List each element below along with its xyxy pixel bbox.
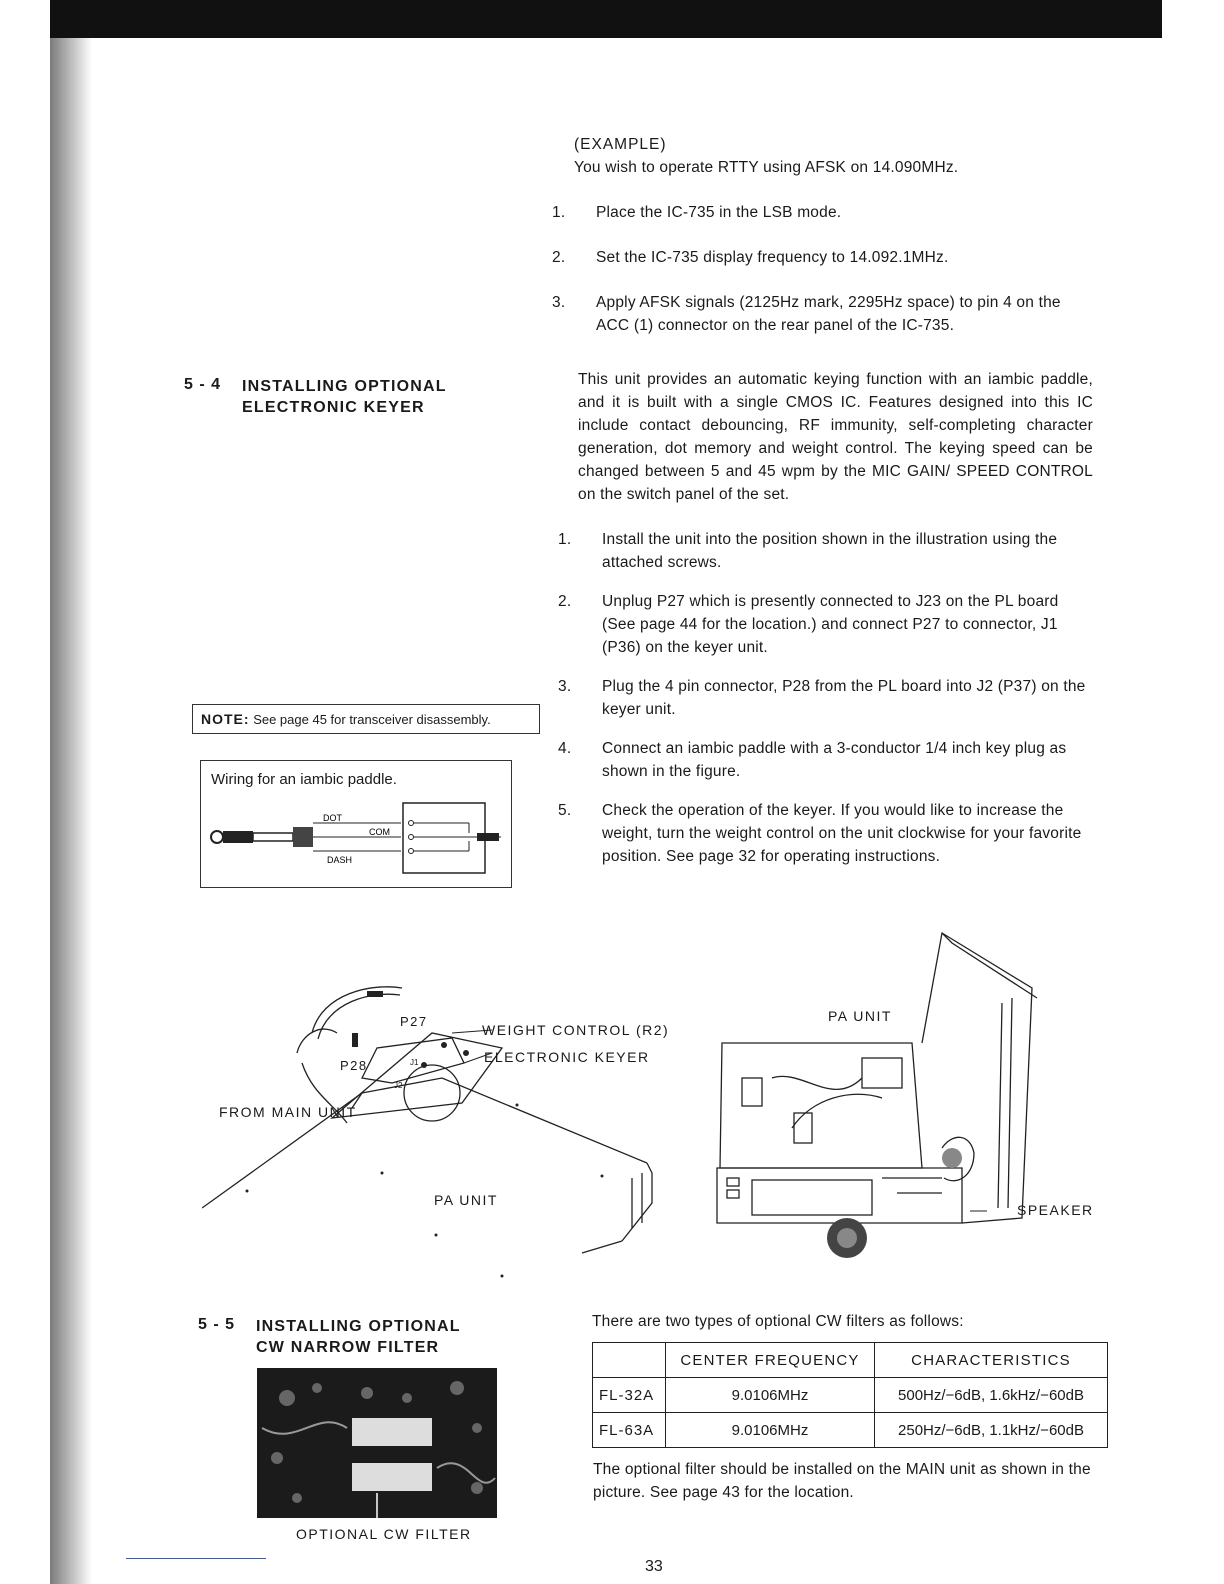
- table-cell: 9.0106MHz: [666, 1413, 875, 1448]
- label-j1: J1: [410, 1058, 419, 1067]
- table-header-row: [593, 1343, 1108, 1378]
- table-row: [593, 1413, 1108, 1448]
- section-title: INSTALLING OPTIONAL CW NARROW FILTER: [256, 1318, 461, 1356]
- keyer-step-2: 2. Unplug P27 which is presently connected to J23 on the PL board (See page 44 for the location.) and connect P27 to connector, J1 (P36) on the keyer unit.: [558, 593, 1059, 656]
- paddle-plug-diagram: [201, 795, 511, 885]
- com-label: COM: [369, 827, 390, 837]
- dash-label: DASH: [327, 855, 353, 865]
- scan-edge-left: [0, 0, 92, 1584]
- page-number: 33: [645, 1558, 663, 1575]
- note-text: See page 45 for transceiver disassembly.: [253, 712, 491, 727]
- label-j2: J2: [394, 1081, 403, 1090]
- section-5-4-steps: [558, 528, 1095, 868]
- keyer-install-illustration: [202, 973, 682, 1303]
- label-pa-unit-left: PA UNIT: [434, 1192, 498, 1208]
- manual-page: [92, 38, 1162, 1584]
- label-electronic-keyer: ELECTRONIC KEYER: [484, 1049, 650, 1065]
- photo-caption: OPTIONAL CW FILTER: [296, 1526, 472, 1542]
- label-pa-unit-right: PA UNIT: [828, 1008, 892, 1024]
- header-cell: CENTER FREQUENCY: [666, 1343, 875, 1378]
- label-p28: P28: [340, 1058, 368, 1073]
- example-step-3: 3. Apply AFSK signals (2125Hz mark, 2295Hz space) to pin 4 on the ACC (1) connector on the rear panel of the IC-735.: [552, 294, 1061, 334]
- circuit-board-photo: [257, 1368, 497, 1518]
- table-row: [593, 1378, 1108, 1413]
- cw-filter-intro: There are two types of optional CW filters as follows:: [592, 1313, 964, 1330]
- label-p27: P27: [400, 1014, 428, 1029]
- table-cell: 500Hz/−6dB, 1.6kHz/−60dB: [875, 1378, 1108, 1413]
- cw-filter-outro: The optional filter should be installed on the MAIN unit as shown in the picture. See page 43 for the location.: [593, 1461, 1091, 1501]
- example-block: [552, 133, 1094, 337]
- keyer-step-4: 4. Connect an iambic paddle with a 3-conductor 1/4 inch key plug as shown in the figure.: [558, 740, 1067, 780]
- scan-edge-top: [50, 0, 1162, 38]
- header-cell: [593, 1343, 666, 1378]
- example-intro: You wish to operate RTTY using AFSK on 14.090MHz.: [574, 159, 959, 176]
- note-label: NOTE:: [201, 711, 250, 727]
- dot-label: DOT: [323, 813, 342, 823]
- label-weight-control: WEIGHT CONTROL (R2): [482, 1022, 670, 1038]
- example-step-2: 2. Set the IC-735 display frequency to 14.092.1MHz.: [552, 249, 949, 266]
- cw-filter-table: [592, 1342, 1108, 1448]
- table-cell: FL-63A: [593, 1413, 666, 1448]
- keyer-step-5: 5. Check the operation of the keyer. If you would like to increase the weight, turn the weight control on the unit clockwise for your favorite position. See page 32 for operating instructions.: [558, 802, 1082, 865]
- section-number: 5 - 5: [198, 1316, 236, 1333]
- table-cell: 9.0106MHz: [666, 1378, 875, 1413]
- example-step-1: 1. Place the IC-735 in the LSB mode.: [552, 204, 842, 221]
- section-title: INSTALLING OPTIONAL ELECTRONIC KEYER: [242, 378, 447, 416]
- section-number: 5 - 4: [184, 376, 222, 393]
- label-speaker: SPEAKER: [1017, 1202, 1094, 1218]
- table-cell: 250Hz/−6dB, 1.1kHz/−60dB: [875, 1413, 1108, 1448]
- example-title: (EXAMPLE): [574, 136, 667, 153]
- wiring-figure: [200, 760, 512, 888]
- scan-edge-right: [1162, 0, 1224, 1584]
- footer-rule: [126, 1558, 266, 1559]
- section-5-4-body: This unit provides an automatic keying function with an iambic paddle, and it is built with a single CMOS IC. Features designed into this IC include contact debouncing, RF immunity, self-completing character generation, dot memory and weight control. The keying speed can be changed between 5 and 45 wpm by the MIC GAIN/ SPEED CONTROL on the switch panel of the set.: [578, 371, 1093, 503]
- label-from-main-unit: FROM MAIN UNIT: [219, 1104, 357, 1120]
- keyer-step-3: 3. Plug the 4 pin connector, P28 from the PL board into J2 (P37) on the keyer unit.: [558, 678, 1086, 718]
- cw-filter-photo: [257, 1368, 497, 1518]
- table-cell: FL-32A: [593, 1378, 666, 1413]
- header-cell: CHARACTERISTICS: [875, 1343, 1108, 1378]
- keyer-step-1: 1. Install the unit into the position shown in the illustration using the attached screws.: [558, 531, 1058, 571]
- note-box: [192, 704, 540, 734]
- wiring-title: Wiring for an iambic paddle.: [211, 771, 397, 788]
- transceiver-illustration: [712, 928, 1102, 1258]
